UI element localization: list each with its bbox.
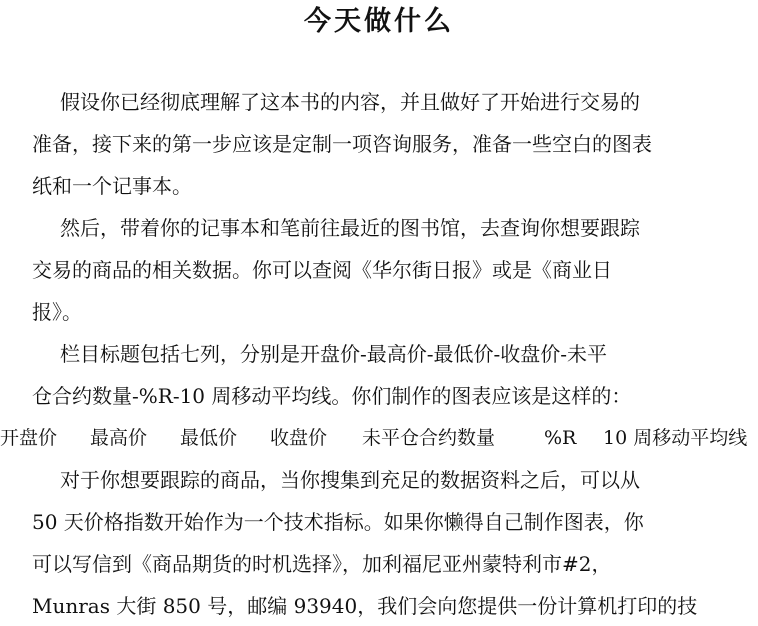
paragraph-line: 报》。	[32, 300, 82, 324]
paragraph-line: 纸和一个记事本。	[32, 174, 192, 198]
page-title: 今天做什么	[304, 6, 454, 37]
column-headers-row	[0, 424, 758, 452]
column-header: 10 周移动平均线	[603, 427, 748, 449]
paragraph-line: 仓合约数量-%R-10 周移动平均线。你们制作的图表应该是这样的：	[32, 384, 632, 408]
column-header: 最高价	[90, 427, 148, 449]
column-header: %R	[544, 427, 577, 449]
paragraph-line: 可以写信到《商品期货的时机选择》，加利福尼亚州蒙特利市#2，	[32, 552, 612, 576]
column-header: 开盘价	[0, 427, 58, 449]
paragraph-line: 假设你已经彻底理解了这本书的内容，并且做好了开始进行交易的	[60, 90, 640, 114]
paragraph-line: 栏目标题包括七列，分别是开盘价-最高价-最低价-收盘价-未平	[60, 342, 608, 366]
column-header: 未平仓合约数量	[362, 427, 496, 449]
paragraph-line: Munras 大街 850 号，邮编 93940，我们会向您提供一份计算机打印的技	[32, 594, 698, 618]
column-header: 收盘价	[270, 427, 328, 449]
paragraph-line: 对于你想要跟踪的商品，当你搜集到充足的数据资料之后，可以从	[60, 468, 640, 492]
column-header: 最低价	[180, 427, 238, 449]
paragraph-line: 50 天价格指数开始作为一个技术指标。如果你懒得自己制作图表，你	[32, 510, 644, 534]
paragraph-line: 然后，带着你的记事本和笔前往最近的图书馆，去查询你想要跟踪	[60, 216, 640, 240]
paragraph-line: 准备，接下来的第一步应该是定制一项咨询服务，准备一些空白的图表	[32, 132, 652, 156]
paragraph-line: 交易的商品的相关数据。你可以查阅《华尔街日报》或是《商业日	[32, 258, 612, 282]
